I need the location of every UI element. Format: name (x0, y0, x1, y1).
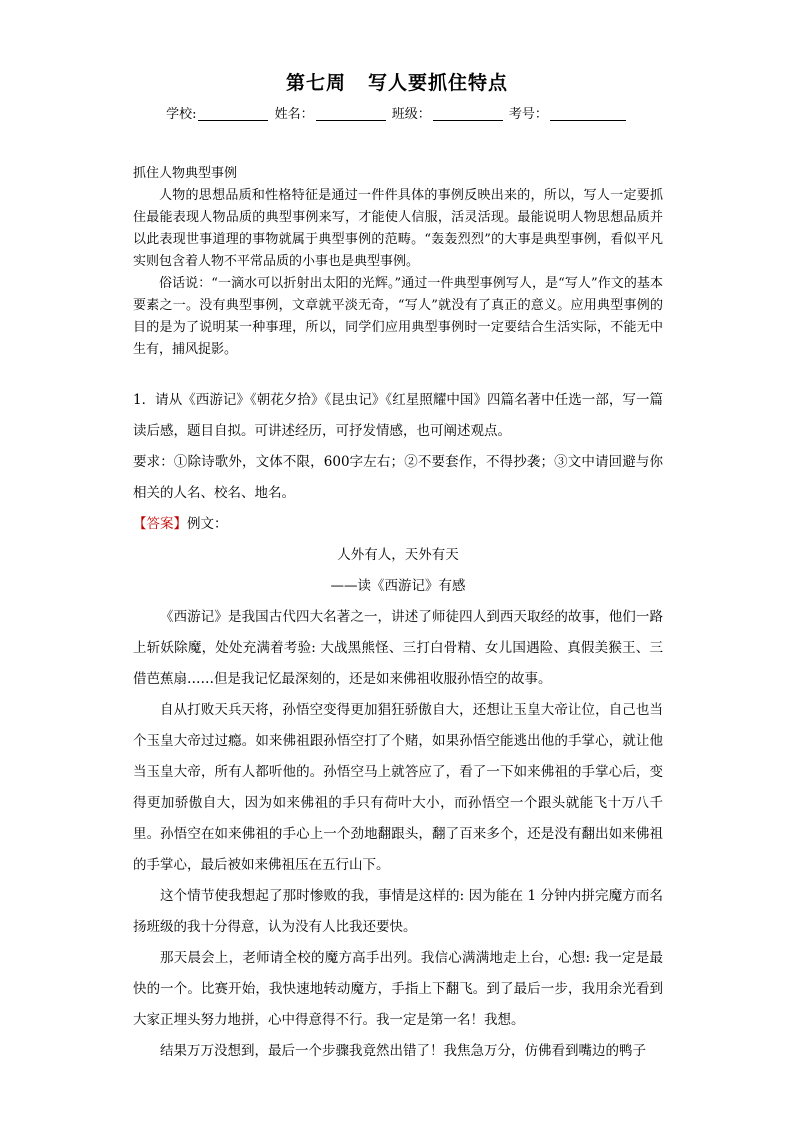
class-blank (433, 106, 503, 121)
question-text: 1．请从《西游记》《朝花夕拾》《昆虫记》《红星照耀中国》四篇名著中任选一部，写一篇读后感，题目自拟。可讲述经历，可抒发情感，也可阐述观点。 (133, 392, 663, 439)
question-requirement: 要求：①除诗歌外，文体不限，600字左右；②不要套作，不得抄袭；③文中请回避与你相关的人名、校名、地名。 (133, 454, 663, 501)
intro-paragraph-1: 人物的思想品质和性格特征是通过一件件具体的事例反映出来的，所以，写人一定要抓住最能表现人物品质的典型事例来写，才能使人信服，活灵活现。最能说明人物思想品质并以此表现世事道理的事物就属于典型事例的范畴。“轰轰烈烈”的大事是典型事例，看似平凡实则包含着人物不平常品质的小事也是典型事例。 (133, 188, 663, 269)
answer-label: 【答案】 (133, 516, 187, 532)
exam-no-label: 考号： (508, 107, 548, 122)
essay-paragraph: 自从打败天兵天将，孙悟空变得更加猖狂骄傲自大，还想让玉皇大帝让位，自己也当个玉皇大帝过过瘾。如来佛祖跟孙悟空打了个赌，如果孙悟空能逃出他的手掌心，就让他当玉皇大帝，所有人都听他的。孙悟空马上就答应了，看了一下如来佛祖的手掌心后，变得更加骄傲自大，因为如来佛祖的手只有荷叶大小，而孙悟空一个跟头就能飞十万八千里。孙悟空在如来佛祖的手心上一个劲地翻跟头，翻了百来多个，还是没有翻出如来佛祖的手掌心，最后被如来佛祖压在五行山下。 (133, 702, 663, 873)
essay-paragraph: 《西游记》是我国古代四大名著之一，讲述了师徒四人到西天取经的故事，他们一路上斩妖除魔，处处充满着考验: 大战黑熊怪、三打白骨精、女儿国遇险、真假美猴王、三借芭蕉扇……但是我记忆最深刻的，还是如来佛祖收服孙悟空的故事。 (133, 609, 663, 687)
answer-intro: 例文： (187, 516, 228, 532)
question-section (133, 385, 663, 1067)
name-label: 姓名： (274, 107, 314, 122)
essay-paragraph: 那天晨会上，老师请全校的魔方高手出列。我信心满满地走上台，心想: 我一定是最快的一个。比赛开始，我快速地转动魔方，手指上下翻飞。到了最后一步，我用余光看到大家正埋头努力地拼，心中得意得不行。我一定是第一名！我想。 (133, 950, 663, 1028)
exam-no-blank (550, 106, 626, 121)
page-title (0, 68, 794, 95)
name-blank (316, 106, 386, 121)
class-label: 班级： (391, 107, 431, 122)
intro-section (133, 163, 663, 361)
school-blank (198, 106, 268, 121)
essay-subtitle: ——读《西游记》有感 (330, 578, 466, 594)
week-label: 第七周 (285, 72, 346, 94)
essay-paragraph: 这个情节使我想起了那时惨败的我，事情是这样的: 因为能在 1 分钟内拼完魔方而名扬班级的我十分得意，认为没有人比我还要快。 (133, 888, 663, 935)
essay-title: 人外有人，天外有天 (337, 547, 459, 563)
student-info-line (0, 103, 794, 122)
intro-heading: 抓住人物典型事例 (133, 166, 238, 181)
answer-line (133, 509, 663, 540)
title-text: 写人要抓住特点 (368, 72, 509, 94)
essay-paragraph: 结果万万没想到，最后一个步骤我竟然出错了！我焦急万分，仿佛看到嘴边的鸭子 (160, 1043, 646, 1059)
school-label: 学校: (166, 107, 197, 122)
intro-paragraph-2: 俗话说：“一滴水可以折射出太阳的光辉。”通过一件典型事例写人，是“写人”作文的基本要素之一。没有典型事例，文章就平淡无奇，“写人”就没有了真正的意义。应用典型事例的目的是为了说明某一种事理，所以，同学们应用典型事例时一定要结合生活实际，不能无中生有，捕风捉影。 (133, 276, 663, 357)
